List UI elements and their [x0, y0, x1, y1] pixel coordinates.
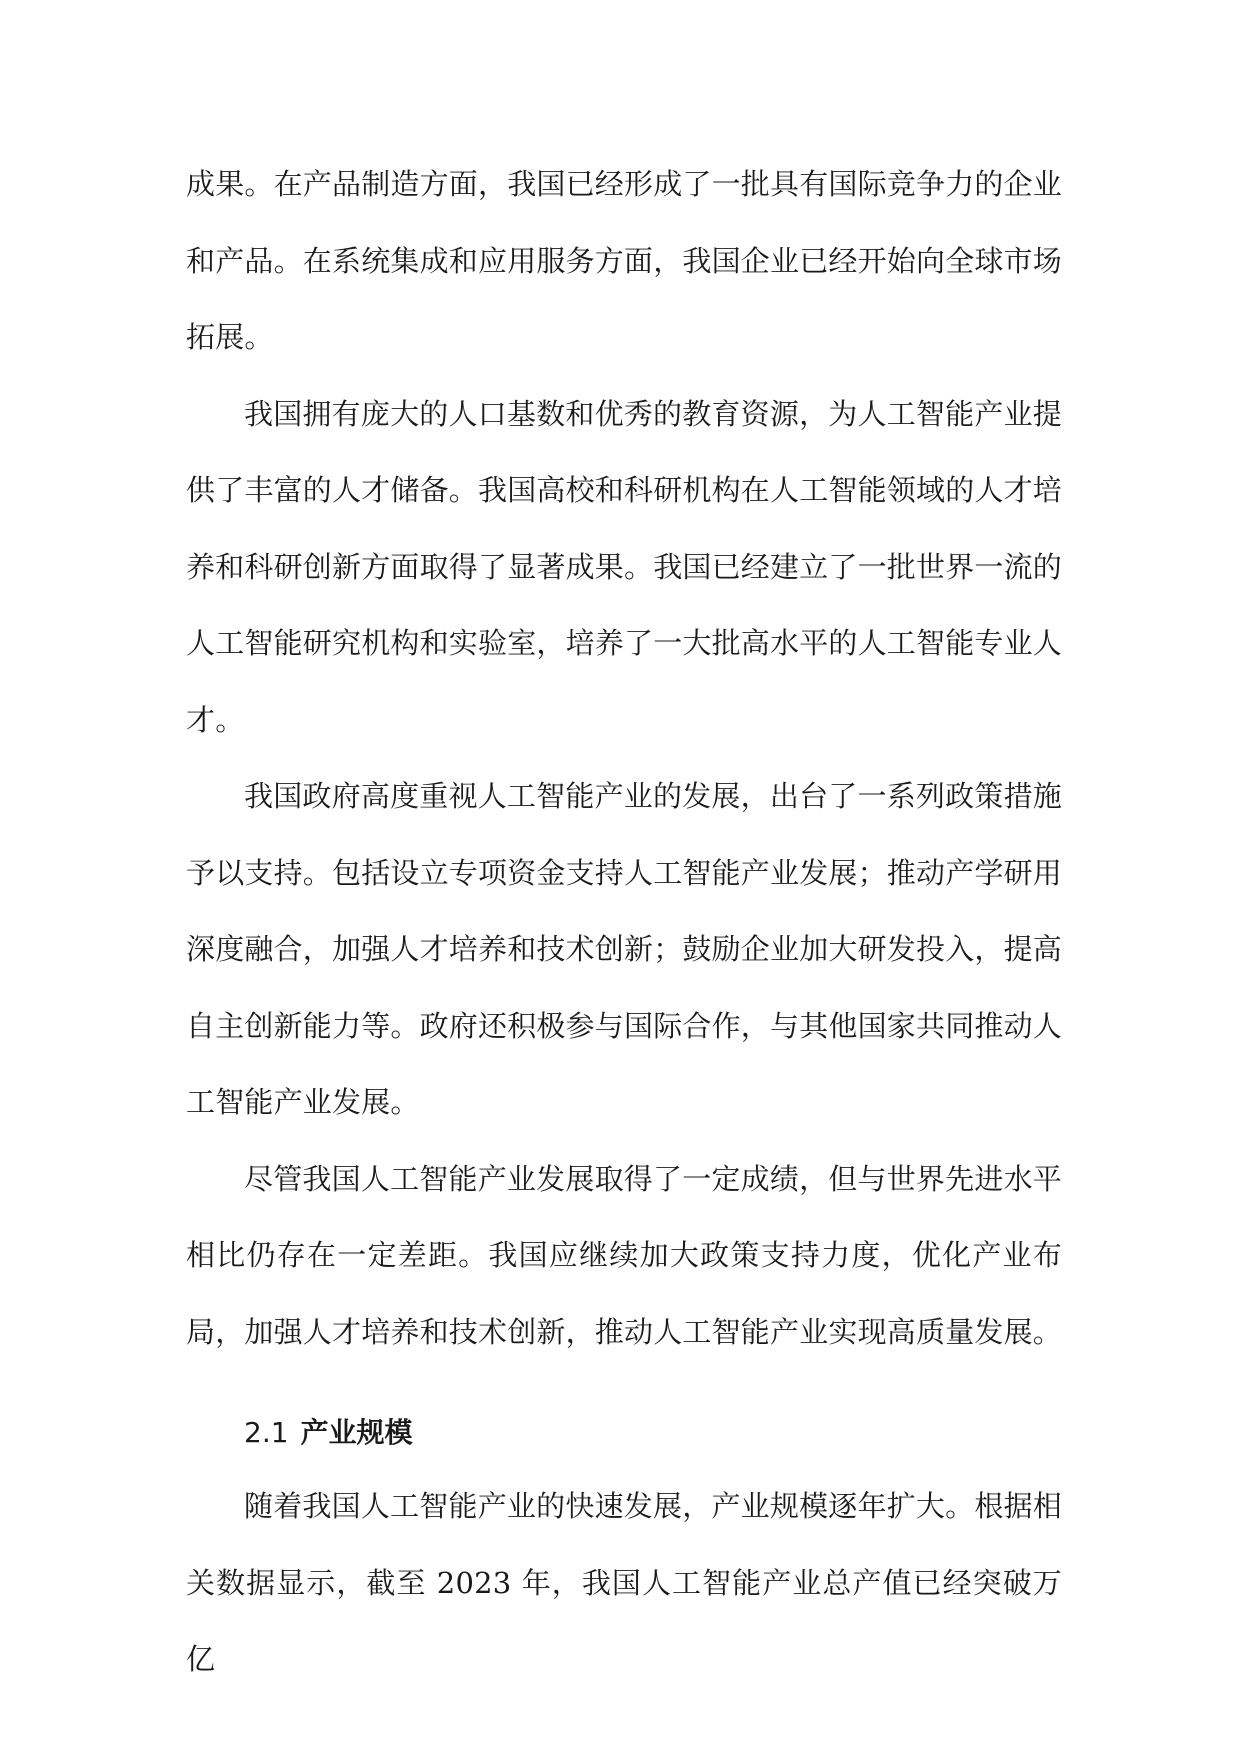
paragraph-industry-scale: 随着我国人工智能产业的快速发展，产业规模逐年扩大。根据相关数据显示，截至 2023 年，我国人工智能产业总产值已经突破万亿	[186, 1489, 1062, 1676]
paragraph-gap: 尽管我国人工智能产业发展取得了一定成绩，但与世界先进水平相比仍存在一定差距。我国应继续加大政策支持力度，优化产业布局，加强人才培养和技术创新，推动人工智能产业实现高质量发展。	[186, 1161, 1063, 1349]
document-body	[186, 146, 1062, 1698]
section-heading	[244, 1398, 1062, 1468]
paragraph-policy: 我国政府高度重视人工智能产业的发展，出台了一系列政策措施予以支持。包括设立专项资金支持人工智能产业发展；推动产学研用深度融合，加强人才培养和技术创新；鼓励企业加大研发投入，提高自主创新能力等。政府还积极参与国际合作，与其他国家共同推动人工智能产业发展。	[186, 779, 1063, 1119]
section-number: 2.1	[244, 1416, 289, 1449]
paragraph-talent: 我国拥有庞大的人口基数和优秀的教育资源，为人工智能产业提供了丰富的人才储备。我国高校和科研机构在人工智能领域的人才培养和科研创新方面取得了显著成果。我国已经建立了一批世界一流的人工智能研究机构和实验室，培养了一大批高水平的人工智能专业人才。	[186, 396, 1063, 737]
paragraph-continuation: 成果。在产品制造方面，我国已经形成了一批具有国际竞争力的企业和产品。在系统集成和应用服务方面，我国企业已经开始向全球市场拓展。	[186, 167, 1063, 354]
section-title: 产业规模	[300, 1416, 413, 1449]
